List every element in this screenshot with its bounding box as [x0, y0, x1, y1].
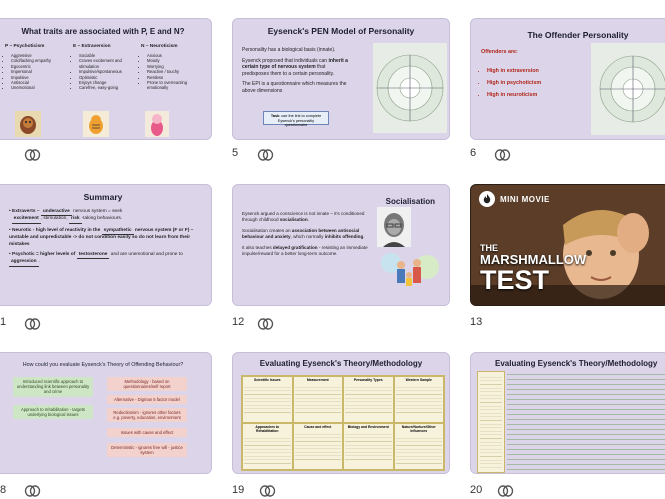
- slide-number: 6: [470, 147, 477, 159]
- list-item: • Moody: [147, 58, 209, 63]
- slide-title: How could you evaluate Eysenck's Theory of Offending Behaviour?: [22, 362, 184, 368]
- list-item: • Restless: [147, 75, 209, 80]
- list-item: • Egocentric: [11, 64, 73, 69]
- cartoon-tigger-image: [83, 111, 109, 137]
- slide-thumbnail-offender-personality[interactable]: [470, 18, 665, 140]
- link-icon[interactable]: [257, 148, 275, 162]
- slide-number: 19: [232, 484, 245, 496]
- slide-thumbnail-traits[interactable]: [0, 18, 212, 140]
- table-cell-heading: Scientific Issues: [253, 378, 281, 382]
- link-icon[interactable]: [24, 317, 42, 331]
- slide-text: It also teaches delayed gratification - resisting an immediate impulse/reward for a better long-term outcome.: [242, 245, 368, 256]
- slide-thumbnail-evaluating-text[interactable]: [470, 352, 665, 474]
- task-box[interactable]: Task: use the link to complete Eysenck's personality questionnaire: [263, 111, 329, 125]
- slide-number: 20: [470, 484, 483, 496]
- slide-text: The EPI is a questionnaire which measures the above dimensions: [242, 81, 347, 94]
- evaluation-weakness-box: Methodology - based on questionnaires/self report: [107, 377, 187, 391]
- trait-column-n: [141, 44, 209, 91]
- eysenck-portrait-image: [377, 207, 411, 247]
- slide-title: Evaluating Eysenck's Theory/Methodology: [495, 359, 658, 368]
- table-cell-heading: Personality Types: [353, 378, 383, 382]
- list-item: • Enjoys change: [79, 80, 139, 85]
- list-item: • High in psychoticism: [487, 77, 541, 89]
- list-item: • Reactive / touchy: [147, 69, 209, 74]
- list-item: • Impersonal: [11, 69, 73, 74]
- evaluation-weakness-box: Determinstic - ignores free will - justice system: [107, 443, 187, 457]
- list-item: • High in neuroticism: [487, 89, 541, 101]
- slide-number: 8: [0, 484, 7, 496]
- family-illustration-image: [379, 247, 443, 293]
- list-item: • High in extraversion: [487, 65, 541, 77]
- slide-title: Socialisation: [385, 197, 435, 206]
- trait-column-p: [5, 44, 73, 91]
- cartoon-piglet-image: [145, 111, 169, 137]
- slide-number: 1: [0, 316, 7, 328]
- link-icon[interactable]: [494, 148, 512, 162]
- slide-title: Eysenck's PEN Model of Personality: [267, 26, 415, 36]
- video-title-line: MARSHMALLOW: [480, 252, 587, 267]
- slide-number: 13: [470, 316, 483, 328]
- evaluation-weakness-box: Alternative - Digman 5 factor model: [107, 395, 187, 404]
- table-cell-heading: Measurement: [306, 378, 329, 382]
- list-item: • Impulsive: [11, 75, 73, 80]
- flame-icon: [479, 191, 495, 207]
- slide-thumbnail-summary[interactable]: [0, 184, 212, 306]
- slide-thumbnail-evaluating-table[interactable]: [232, 352, 450, 474]
- mini-movie-badge: MINI MOVIE: [479, 191, 550, 207]
- slide-text: Personality has a biological basis (innate).: [242, 47, 336, 53]
- slide-title: Evaluating Eysenck's Theory/Methodology: [259, 359, 423, 368]
- list-item: • Craves excitement and stimulation: [79, 58, 139, 69]
- table-cell-heading: Cause and effect: [304, 425, 332, 429]
- column-heading: E – Extraversion: [73, 44, 111, 49]
- slide-title: What traits are associated with P, E and N?: [21, 27, 185, 36]
- trait-column-e: [73, 44, 139, 91]
- list-item: • Prone to overreacting emotionally: [147, 80, 209, 91]
- offenders-heading: Offenders are:: [481, 49, 518, 55]
- summary-text: • Extraverts – underactive nervous system = seek excitement , stimulation, risk -taking behaviours. • Neurotic - high level of reactivity in the sympathetic nervous system (F or F) – unstable and unpredictable -> do not condition easily so do not learn from their mistakes • Psychotic = higher levels of testosterone and are unemotional and prone to aggression .: [9, 209, 207, 267]
- link-icon[interactable]: [24, 484, 42, 498]
- list-item: • Worrying: [147, 64, 209, 69]
- cartoon-villain-image: [15, 111, 41, 137]
- evaluation-weakness-box: Reductionism - ignores other factors e.g. poverty, education, environment: [107, 408, 187, 422]
- pen-model-diagram: [373, 43, 447, 133]
- list-item: • Aggressive: [11, 53, 73, 58]
- slide-thumbnail-socialisation[interactable]: [232, 184, 450, 306]
- notes-table: [477, 371, 505, 473]
- list-item: • Sociable: [79, 53, 139, 58]
- slide-thumbnail-marshmallow-video[interactable]: [470, 184, 665, 306]
- list-item: • Cold/lacking empathy: [11, 58, 73, 63]
- link-icon[interactable]: [257, 317, 275, 331]
- slide-text: Eysenck proposed that individuals can inherit a certain type of nervous system that predisposes them to a certain personality.: [242, 57, 348, 77]
- video-title-line: TEST: [480, 265, 550, 295]
- evaluation-strength-box: Introduced scientific approach to understanding link between personality and crime: [13, 377, 93, 397]
- column-heading: P – Psychoticism: [5, 44, 45, 49]
- slide-number: 12: [232, 316, 245, 328]
- slide-number: 5: [232, 147, 239, 159]
- link-icon[interactable]: [497, 484, 515, 498]
- slide-title: Summary: [83, 192, 123, 202]
- slide-text: Eysenck argued a conscience is not innate – it's conditioned through childhood socialisation.: [242, 211, 365, 222]
- link-icon[interactable]: [259, 484, 277, 498]
- slide-thumbnail-evaluate[interactable]: [0, 352, 212, 474]
- column-heading: N – Neuroticism: [141, 44, 178, 49]
- list-item: • Unemotional: [11, 85, 73, 90]
- table-cell-heading: Western Sample: [405, 378, 432, 382]
- pen-model-diagram: [591, 43, 665, 135]
- evaluation-weakness-box: Issues with cause and effect: [107, 428, 187, 437]
- evaluation-table: [241, 375, 445, 471]
- list-item: • Optimistic: [79, 75, 139, 80]
- table-cell-heading: Approaches to Rehabilitation: [255, 425, 280, 433]
- video-title-line: THE: [480, 243, 498, 253]
- table-cell-heading: Nature/Nurture/Other influences: [401, 425, 436, 433]
- table-cell-heading: Biology and Environment: [347, 425, 389, 429]
- list-item: • Carefree, easy-going: [79, 85, 139, 90]
- slide-thumbnail-pen-model[interactable]: [232, 18, 450, 140]
- list-item: • Anxious: [147, 53, 209, 58]
- list-item: • Antisocial: [11, 80, 73, 85]
- link-icon[interactable]: [24, 148, 42, 162]
- slide-text: Socialisation creates an association between antisocial behaviour and anxiety, which normally inhibits offending.: [242, 228, 365, 239]
- evaluation-strength-box: Approach to rehabilitation - targets underlying biological issues: [13, 405, 93, 419]
- list-item: • Impulsive/spontaneous: [79, 69, 139, 74]
- slide-title: The Offender Personality: [527, 30, 629, 40]
- evaluation-text-block: [507, 371, 665, 471]
